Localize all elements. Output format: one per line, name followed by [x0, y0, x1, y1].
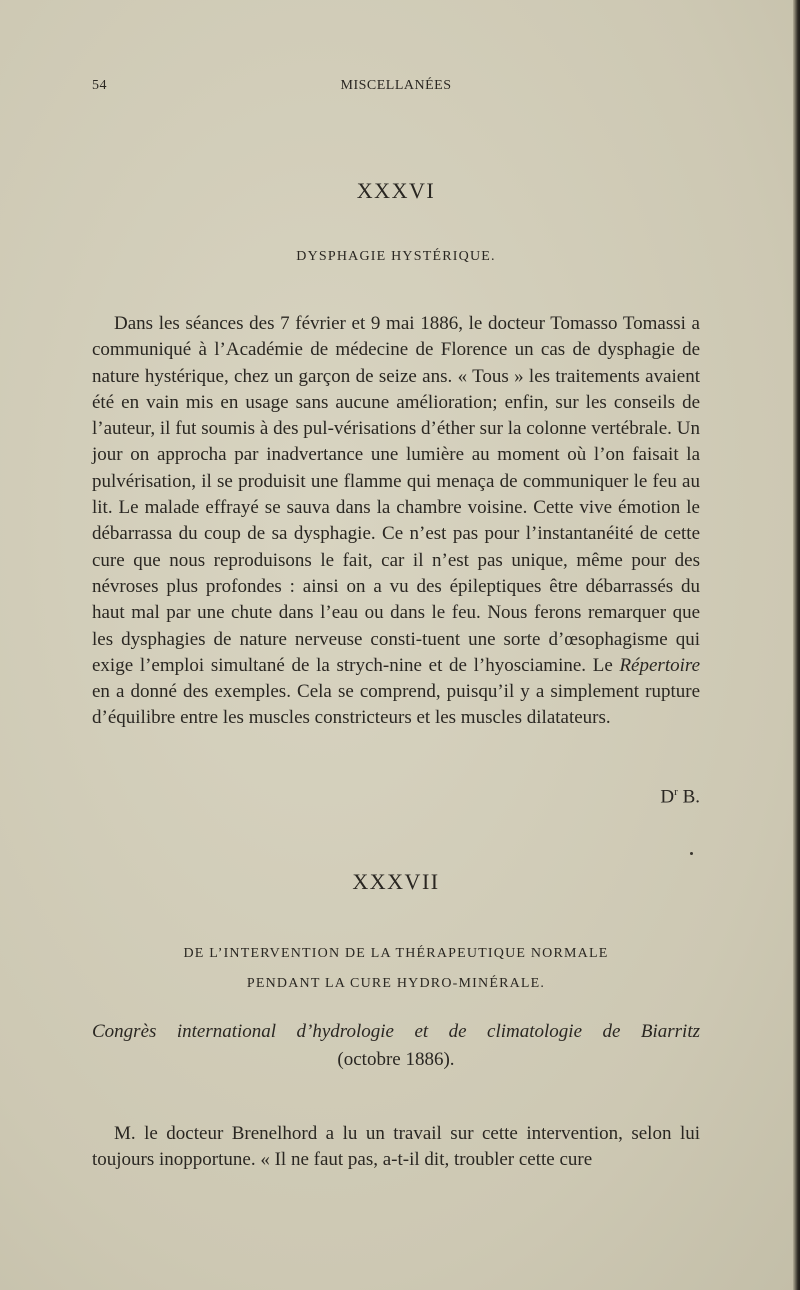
page-edge	[793, 0, 800, 1290]
section-title-intervention	[92, 939, 700, 999]
text-line: en a donné des exemples. Cela	[92, 681, 332, 703]
text-line: de cette cure que nous reproduisons le fait, car il n’est pas unique,	[92, 523, 701, 571]
section-number-xxxvii: XXXVII	[352, 869, 440, 894]
text-line: se produisit une flamme qui menaça de communiquer le feu au lit. Le	[92, 470, 700, 519]
text-line: muscles constricteurs et les muscles dilatateurs.	[248, 707, 611, 729]
text-line: tuent une sorte d’œsophagisme qui exige l’emploi simultané de la strych-	[92, 628, 700, 676]
text-line: Tomassi a communiqué à l’Académie de médecine de Florence un cas	[92, 313, 700, 361]
signature-initial: D	[660, 786, 675, 808]
article-dysphagie-body	[92, 311, 700, 732]
paragraph	[92, 311, 700, 732]
section-title-line: DE L’INTERVENTION DE LA THÉRAPEUTIQUE NORMALE	[183, 946, 609, 961]
journal-title: Répertoire	[619, 654, 700, 676]
congress-date: (octobre 1886).	[337, 1049, 455, 1070]
signature-superscript: r	[674, 786, 678, 798]
page-number: 54	[92, 78, 107, 93]
text-line: de dysphagie de nature hystérique, chez un garçon de seize ans.	[92, 339, 700, 387]
text-line: Dans les séances des 7 février et 9 mai 1886, le docteur Tomasso	[114, 313, 618, 334]
text-line: amélioration; enfin, sur les conseils de l’auteur, il fut soumis à des pul-	[92, 391, 701, 440]
ink-speck	[690, 852, 693, 855]
congress-name: Congrès international d’hydrologie et de climatologie de Biarritz	[92, 1021, 700, 1042]
text-line: M. le docteur Brenelhord a lu un travail sur cette intervention, selon	[114, 1123, 672, 1144]
signature-name: B.	[677, 786, 700, 808]
text-line: malade effrayé se sauva dans la chambre voisine. Cette vive émotion le	[144, 497, 700, 519]
text-line: être débarrassés du haut mal par une chute dans l’eau ou dans le feu.	[92, 575, 701, 624]
text-line: débarrassa du coup de sa dysphagie. Ce n’est pas pour l’instantanéité	[92, 523, 634, 545]
article-intervention-body	[92, 1121, 700, 1174]
congress-subtitle	[92, 1018, 700, 1074]
signature	[600, 786, 700, 808]
section-title-dysphagie: DYSPHAGIE HYSTÉRIQUE.	[296, 249, 496, 264]
section-title-line: PENDANT LA CURE HYDRO-MINÉRALE.	[246, 976, 546, 991]
text-line: même pour des névroses plus profondes : ainsi on a vu des épileptiques	[92, 549, 701, 597]
text-line: inadvertance une lumière au moment où l’on faisait la pulvérisation, il	[92, 444, 700, 492]
text-line: nine et de l’hyosciamine. Le	[389, 654, 620, 676]
text-line: lui toujours inopportune. « Il ne faut pas, a-t-il dit, troubler cette cure	[92, 1123, 701, 1171]
text-line: Nous ferons remarquer que les dysphagies de nature nerveuse consti-	[92, 602, 701, 650]
paragraph	[92, 1121, 700, 1174]
text-line: se comprend, puisqu’il y a simplement rupture d’équilibre entre les	[92, 681, 701, 729]
running-title: MISCELLANÉES	[340, 78, 452, 93]
text-line: vérisations d’éther sur la colonne vertébrale. Un jour on approcha par	[92, 418, 700, 466]
text-line: « Tous » les traitements avaient été en vain mis en usage sans aucune	[92, 365, 700, 413]
section-number-xxxvi: XXXVI	[356, 178, 436, 203]
